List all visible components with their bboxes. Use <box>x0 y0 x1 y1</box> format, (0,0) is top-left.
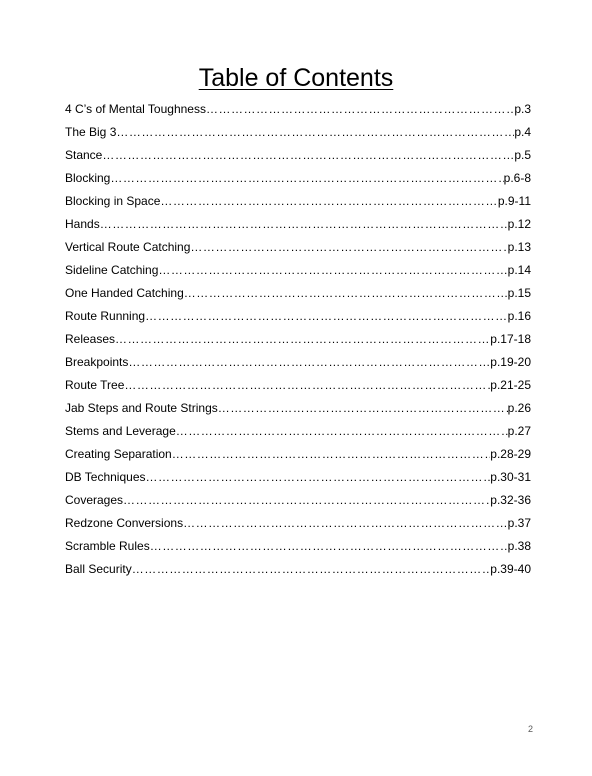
toc-entry <box>65 215 531 238</box>
toc-entry <box>65 468 531 491</box>
toc-entry-page: p.14 <box>507 263 531 277</box>
dot-leader <box>176 422 508 440</box>
dot-leader <box>183 514 508 532</box>
toc-entry-page: p.15 <box>507 286 531 300</box>
toc-entry-title: Redzone Conversions <box>65 516 184 530</box>
toc-entry-title: Stance <box>65 148 103 162</box>
toc-entry-title: Coverages <box>65 493 124 507</box>
toc-entry <box>65 123 531 146</box>
toc-entry-page: p.16 <box>507 309 531 323</box>
toc-entry-page: p.32-36 <box>490 493 531 507</box>
dot-leader <box>146 468 491 486</box>
toc-entry <box>65 192 531 215</box>
toc-entry-title: The Big 3 <box>65 125 117 139</box>
toc-entry-title: Creating Separation <box>65 447 172 461</box>
toc-entry <box>65 330 531 353</box>
dot-leader <box>110 169 503 187</box>
toc-entry <box>65 284 531 307</box>
toc-entry-title: Blocking in Space <box>65 194 161 208</box>
toc-entry <box>65 445 531 468</box>
dot-leader <box>150 537 508 555</box>
toc-entry-page: p.3 <box>514 102 531 116</box>
dot-leader <box>124 376 490 394</box>
toc-entry-title: Route Running <box>65 309 146 323</box>
toc-entry-page: p.30-31 <box>490 470 531 484</box>
toc-entry-page: p.28-29 <box>490 447 531 461</box>
dot-leader <box>116 123 514 141</box>
toc-entry-title: Scramble Rules <box>65 539 150 553</box>
toc-entry-title: Jab Steps and Route Strings <box>65 401 218 415</box>
toc-entry-page: p.19-20 <box>490 355 531 369</box>
toc-entry <box>65 146 531 169</box>
dot-leader <box>158 261 507 279</box>
toc-entry <box>65 560 531 583</box>
toc-entry-title: 4 C’s of Mental Toughness <box>65 102 206 116</box>
toc-entry-title: Stems and Leverage <box>65 424 176 438</box>
toc-entry-page: p.26 <box>507 401 531 415</box>
toc-entry <box>65 537 531 560</box>
toc-entry-title: Releases <box>65 332 116 346</box>
dot-leader <box>160 192 497 210</box>
toc-entry-title: Sideline Catching <box>65 263 159 277</box>
toc-entry <box>65 261 531 284</box>
toc-entry-page: p.21-25 <box>490 378 531 392</box>
dot-leader <box>184 284 508 302</box>
toc-entry-page: p.27 <box>507 424 531 438</box>
toc-entry-title: One Handed Catching <box>65 286 184 300</box>
toc-entry-page: p.6-8 <box>503 171 531 185</box>
toc-entry <box>65 376 531 399</box>
toc-entry-title: Blocking <box>65 171 111 185</box>
toc-entry-page: p.13 <box>507 240 531 254</box>
dot-leader <box>145 307 508 325</box>
dot-leader <box>218 399 508 417</box>
toc-entry-page: p.38 <box>507 539 531 553</box>
toc-entry <box>65 353 531 376</box>
toc-entry-title: Route Tree <box>65 378 125 392</box>
toc-entry <box>65 169 531 192</box>
toc-entry-page: p.17-18 <box>490 332 531 346</box>
toc-entry <box>65 422 531 445</box>
dot-leader <box>132 560 491 578</box>
toc-entry <box>65 514 531 537</box>
toc-entry-page: p.39-40 <box>490 562 531 576</box>
dot-leader <box>190 238 507 256</box>
dot-leader <box>123 491 490 509</box>
toc-entry-page: p.12 <box>507 217 531 231</box>
table-of-contents <box>65 100 531 583</box>
page-number: 2 <box>527 724 533 734</box>
dot-leader <box>128 353 490 371</box>
toc-entry <box>65 238 531 261</box>
dot-leader <box>100 215 508 233</box>
dot-leader <box>115 330 490 348</box>
toc-entry-title: DB Techniques <box>65 470 146 484</box>
toc-entry <box>65 399 531 422</box>
toc-entry-title: Vertical Route Catching <box>65 240 191 254</box>
dot-leader <box>172 445 491 463</box>
toc-entry-page: p.5 <box>514 148 531 162</box>
toc-entry-title: Breakpoints <box>65 355 129 369</box>
toc-entry <box>65 307 531 330</box>
toc-entry-page: p.37 <box>507 516 531 530</box>
toc-entry-title: Ball Security <box>65 562 132 576</box>
toc-entry-page: p.4 <box>514 125 531 139</box>
toc-entry <box>65 100 531 123</box>
toc-entry-page: p.9-11 <box>497 194 531 208</box>
dot-leader <box>102 146 514 164</box>
dot-leader <box>206 100 514 118</box>
page-title: Table of Contents <box>198 64 394 92</box>
toc-entry <box>65 491 531 514</box>
toc-entry-title: Hands <box>65 217 100 231</box>
